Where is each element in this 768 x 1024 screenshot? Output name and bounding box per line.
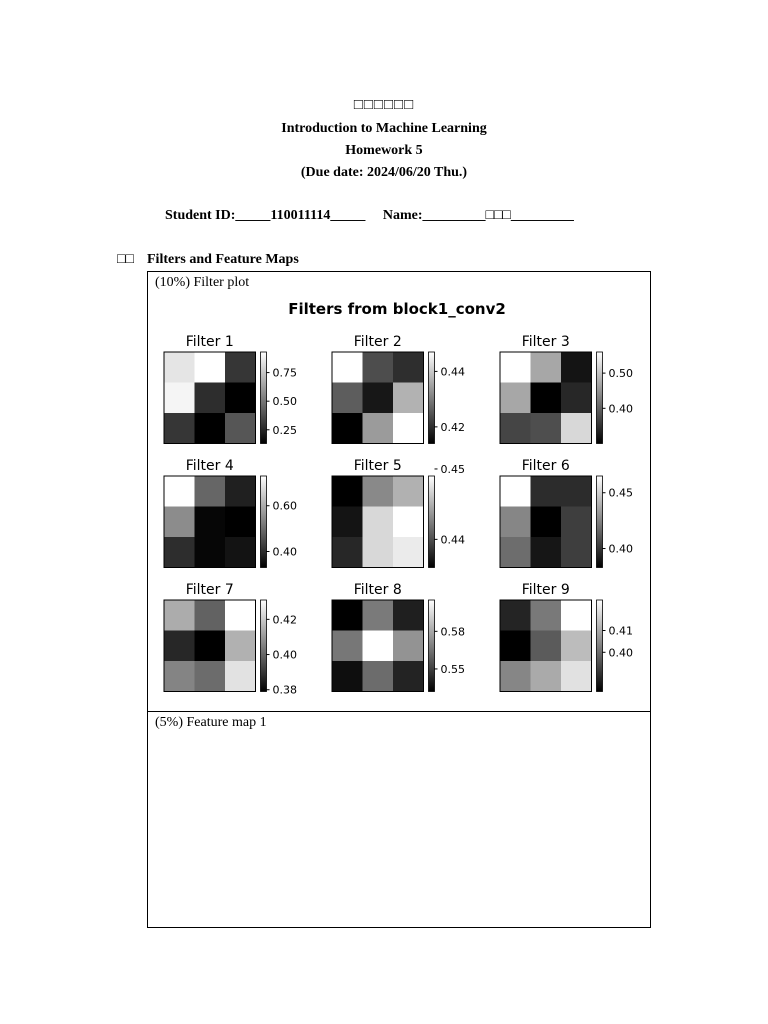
filter-panel [164,334,297,444]
colorbar-tick-label: 0.50 [272,395,297,409]
figure-title: Filters from block1_conv2 [288,300,506,318]
filter-weight-cell [393,600,424,631]
filter-title: Filter 9 [521,582,570,598]
filter-weight-cell [363,383,394,414]
filter-weight-cell [164,600,195,631]
colorbar-tick-label: 0.45 [440,462,465,476]
filter-weight-cell [332,631,363,662]
filter-title: Filter 1 [185,334,234,350]
filter-weight-cell [363,352,394,383]
filter-title: Filter 2 [353,334,402,350]
colorbar [261,476,267,568]
filter-weight-cell [363,413,394,444]
filter-weight-cell [500,631,531,662]
colorbar-tick-label: 0.40 [272,648,297,662]
filter-weight-cell [164,537,195,568]
filter-weight-cell [561,600,592,631]
section-heading [117,252,299,268]
filter-weight-cell [561,352,592,383]
filter-weight-cell [561,537,592,568]
filter-weight-cell [531,413,562,444]
student-id-blank-right: _____ [330,208,366,223]
colorbar [429,600,435,692]
filter-weight-cell [225,383,256,414]
filter-weight-cell [363,476,394,507]
filter-weight-cell [363,600,394,631]
filter-weight-cell [225,476,256,507]
colorbar [597,600,603,692]
filter-panel [500,334,633,444]
name-label: Name: [382,208,423,223]
filter-panel [164,458,297,568]
filter-panel [332,334,465,444]
colorbar-tick-label: 0.44 [440,533,465,547]
filter-title: Filter 5 [353,458,402,474]
filter-plot-label: (10%) Filter plot [155,275,250,290]
filter-weight-cell [393,383,424,414]
name-blank-right: _________ [510,208,574,223]
feature-map-label: (5%) Feature map 1 [155,715,267,730]
filter-weight-cell [164,383,195,414]
filter-weight-cell [332,352,363,383]
colorbar [597,476,603,568]
filter-weight-cell [164,413,195,444]
document-title-cjk: □□□□□□ [353,97,415,113]
filter-weight-cell [332,600,363,631]
filter-weight-cell [561,413,592,444]
filter-weight-cell [164,476,195,507]
colorbar-tick-label: 0.58 [440,625,465,639]
filter-weight-cell [531,507,562,538]
filter-weight-cell [363,537,394,568]
section-number: □□ [117,252,134,267]
filter-weight-cell [225,600,256,631]
filter-weight-cell [164,631,195,662]
filter-weight-cell [363,661,394,692]
filter-weight-cell [531,631,562,662]
filter-weight-cell [195,383,226,414]
section-title: Filters and Feature Maps [147,252,299,267]
filter-weight-cell [363,631,394,662]
filter-weight-cell [225,661,256,692]
filter-weight-cell [393,352,424,383]
filter-weight-cell [195,600,226,631]
filter-weight-cell [164,507,195,538]
filter-weight-cell [225,352,256,383]
filter-panel [500,458,633,568]
colorbar [261,352,267,444]
filter-panel [332,582,465,692]
student-info-line [165,208,574,224]
filter-panel [164,582,297,697]
student-id-label: Student ID: [165,208,236,223]
filter-weight-cell [393,476,424,507]
filter-weight-cell [561,661,592,692]
filter-weight-cell [500,661,531,692]
filter-weight-cell [561,507,592,538]
colorbar-tick-label: 0.42 [272,613,297,627]
filter-weight-cell [531,352,562,383]
filter-weight-cell [195,537,226,568]
colorbar-tick-label: 0.55 [440,662,465,676]
filter-weight-cell [561,383,592,414]
filter-weight-cell [500,352,531,383]
filter-weight-cell [393,413,424,444]
filter-weight-cell [393,661,424,692]
filter-weight-cell [164,352,195,383]
colorbar [261,600,267,692]
colorbar-tick-label: 0.40 [608,646,633,660]
filter-title: Filter 6 [521,458,570,474]
filter-weight-cell [225,507,256,538]
filter-title: Filter 7 [185,582,234,598]
filter-panel [332,458,465,568]
colorbar-tick-label: 0.41 [608,624,633,638]
filter-weight-cell [500,537,531,568]
filter-weight-cell [363,507,394,538]
colorbar-tick-label: 0.40 [608,542,633,556]
colorbar-tick-label: 0.40 [608,402,633,416]
colorbar-tick-label: 0.38 [272,683,297,697]
colorbar-tick-label: 0.25 [272,423,297,437]
filter-weight-cell [195,507,226,538]
filter-weight-cell [531,600,562,631]
student-id-blank-left: _____ [235,208,271,223]
colorbar [429,476,435,568]
feature-map-box [147,711,651,928]
filter-weight-cell [332,476,363,507]
colorbar-tick-label: 0.40 [272,545,297,559]
filter-weight-cell [393,537,424,568]
student-id-value: 110011114 [270,208,331,223]
colorbar-tick-label: 0.44 [440,365,465,379]
filter-weight-cell [531,476,562,507]
filter-title: Filter 3 [521,334,570,350]
colorbar-tick-label: 0.42 [440,420,465,434]
filter-weight-cell [164,661,195,692]
filter-title: Filter 8 [353,582,402,598]
filter-weight-cell [561,476,592,507]
filter-weight-cell [332,413,363,444]
filter-weight-cell [500,413,531,444]
course-title: Introduction to Machine Learning [281,121,487,136]
colorbar [429,352,435,444]
filter-weight-cell [500,383,531,414]
filter-weight-cell [332,661,363,692]
filter-weight-cell [332,507,363,538]
filter-weight-cell [225,413,256,444]
due-date: (Due date: 2024/06/20 Thu.) [300,165,468,180]
filter-weight-cell [531,537,562,568]
filter-weight-cell [332,383,363,414]
filter-weight-cell [393,507,424,538]
filter-weight-cell [195,476,226,507]
homework-title: Homework 5 [345,143,423,158]
filters-figure [148,272,650,711]
filter-weight-cell [195,661,226,692]
filter-weight-cell [195,631,226,662]
filter-weight-cell [500,600,531,631]
filter-title: Filter 4 [185,458,234,474]
name-blank-left: _________ [422,208,486,223]
filter-weight-cell [225,631,256,662]
filter-weight-cell [531,383,562,414]
filter-weight-cell [332,537,363,568]
filter-panel [500,582,633,692]
filter-weight-cell [195,413,226,444]
filter-weight-cell [561,631,592,662]
name-value: □□□ [485,208,511,223]
colorbar-tick-label: 0.75 [272,366,297,380]
filter-weight-cell [195,352,226,383]
colorbar-tick-label: 0.50 [608,367,633,381]
colorbar [597,352,603,444]
filter-weight-cell [225,537,256,568]
filter-weight-cell [500,476,531,507]
filter-weight-cell [531,661,562,692]
colorbar-tick-label: 0.45 [608,486,633,500]
filter-weight-cell [500,507,531,538]
filter-plot-box [147,271,651,712]
filter-weight-cell [393,631,424,662]
colorbar-tick-label: 0.60 [272,499,297,513]
